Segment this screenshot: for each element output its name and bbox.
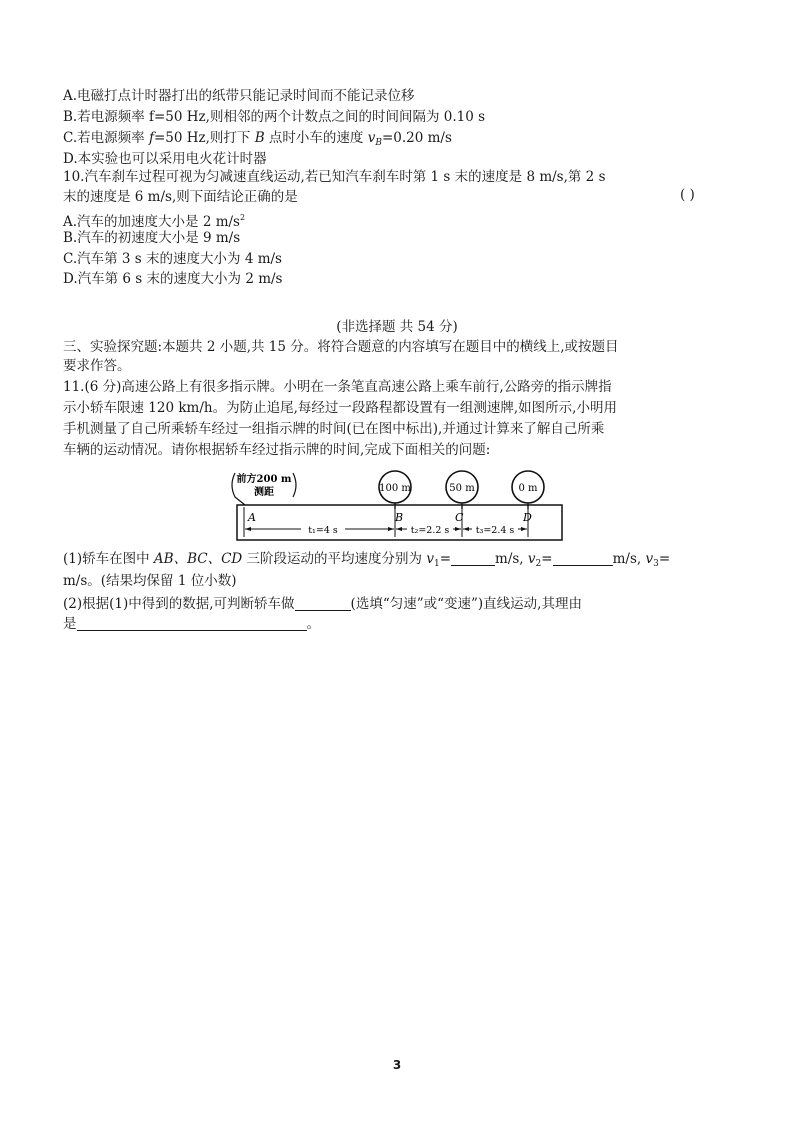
section-intro-line2: 要求作答。	[63, 358, 131, 374]
v1-blank[interactable]	[451, 551, 495, 566]
reason-blank[interactable]	[77, 616, 307, 631]
q11-eq1: =	[439, 551, 452, 567]
q11-p2-text-b: (选填“匀速”或“变速”)直线运动,其理由	[350, 596, 582, 612]
q11-stem-line2: 示小轿车限速 120 km/h。为防止追尾,每经过一段路程都设置有一组测速牌,如图所示,小明用	[63, 400, 617, 416]
q9-c-text-3: 点时小车的速度	[264, 130, 368, 146]
time-t3: t₃=2.4 s	[475, 525, 515, 536]
speed-sign-diagram	[225, 465, 565, 545]
front-sign-text-2: 测距	[254, 487, 274, 498]
q11-stem-line1: 11.(6 分)高速公路上有很多指示牌。小明在一条笔直高速公路上乘车前行,公路旁的指示牌指	[63, 379, 612, 395]
q10-a-text: A.汽车的加速度大小是 2 m/s	[63, 214, 240, 230]
point-c: C	[455, 511, 464, 524]
point-b: B	[395, 511, 404, 524]
q10-answer-paren: ( )	[680, 187, 695, 203]
q11-eq2: =	[541, 551, 553, 567]
q9-c-vsub: B	[375, 138, 382, 148]
time-t2: t₂=2.2 s	[410, 525, 450, 536]
q11-p2-end: 。	[306, 616, 320, 632]
q9-option-a: A.电磁打点计时器打出的纸带只能记录时间而不能记录位移	[63, 88, 415, 104]
q9-option-d: D.本实验也可以采用电火花计时器	[63, 151, 267, 167]
sign-100m	[379, 471, 411, 509]
q9-c-text-1: C.若电源频率	[63, 130, 149, 146]
q11-v1: v	[426, 551, 434, 567]
q11-stem-line3: 手机测量了自己所乘轿车经过一组指示牌的时间(已在图中标出),并通过计算来了解自己所乘	[63, 421, 605, 437]
q10-option-c: C.汽车第 3 s 末的速度大小为 4 m/s	[63, 251, 282, 267]
motion-type-blank[interactable]	[295, 596, 351, 611]
q11-v1-sub: 1	[433, 559, 440, 569]
q11-stem-line4: 车辆的运动情况。请你根据轿车经过指示牌的时间,完成下面相关的问题:	[63, 442, 491, 458]
q9-c-f: f	[148, 130, 154, 146]
sign-50m-label: 50 m	[449, 483, 475, 494]
q10-option-b: B.汽车的初速度大小是 9 m/s	[63, 230, 241, 246]
q11-v2: v	[527, 551, 536, 567]
q11-p2-text-a: (2)根据(1)中得到的数据,可判断轿车做	[63, 596, 295, 612]
page-number: 3	[392, 1058, 402, 1072]
point-d: D	[523, 511, 532, 524]
q11-p1-text-b: 三阶段运动的平均速度分别为	[242, 551, 427, 567]
q11-part2-line1	[63, 594, 582, 614]
q9-option-b: B.若电源频率 f=50 Hz,则相邻的两个计数点之间的时间间隔为 0.10 s	[63, 109, 486, 125]
q11-unit1: m/s,	[495, 551, 528, 567]
q11-v3: v	[645, 551, 654, 567]
q11-part2-line2	[63, 614, 320, 634]
section-intro-line1: 三、实验探究题:本题共 2 小题,共 15 分。将符合题意的内容填写在题目中的横线上,或按题目	[63, 339, 619, 355]
q9-c-text-4: =0.20 m/s	[381, 130, 452, 146]
q11-unit2: m/s,	[612, 551, 646, 567]
q11-p2-text-c: 是	[63, 616, 77, 632]
q11-p1-text-a: (1)轿车在图中	[63, 551, 154, 567]
v2-blank[interactable]	[553, 551, 613, 566]
point-a: A	[248, 511, 256, 524]
q11-v2-sub: 2	[535, 559, 542, 569]
q9-c-v: v	[367, 130, 376, 146]
q10-stem-line2: 末的速度是 6 m/s,则下面结论正确的是	[63, 189, 298, 205]
q9-c-B: B	[254, 130, 265, 146]
time-t1: t₁=4 s	[308, 525, 338, 536]
front-sign-text-1: 前方200 m	[236, 474, 292, 485]
q11-part1-line2: m/s。(结果均保留 1 位小数)	[63, 573, 237, 589]
section-title: (非选择题 共 54 分)	[336, 319, 458, 335]
q10-stem-line1: 10.汽车刹车过程可视为匀减速直线运动,若已知汽车刹车时第 1 s 末的速度是 8 m/s,第 2 s	[63, 169, 606, 185]
sign-0m	[512, 471, 544, 509]
sign-100m-label: 100 m	[379, 483, 411, 494]
sign-0m-label: 0 m	[518, 483, 538, 494]
sign-50m	[446, 471, 478, 509]
q10-a-sup: 2	[240, 213, 246, 222]
q11-eq3: =	[658, 551, 671, 567]
q9-c-text-2: =50 Hz,则打下	[153, 130, 255, 146]
q11-p1-segments: AB、BC、CD	[153, 551, 243, 567]
q11-v3-sub: 3	[653, 559, 659, 569]
q10-option-d: D.汽车第 6 s 末的速度大小为 2 m/s	[63, 271, 283, 287]
